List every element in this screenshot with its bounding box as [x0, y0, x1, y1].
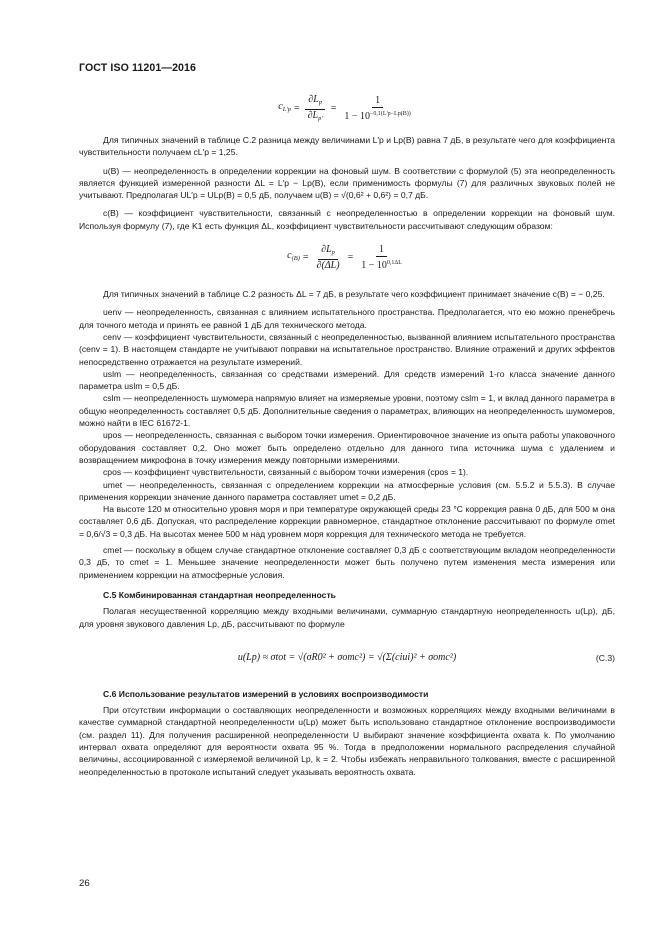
formula-c-b: $c_{(B)}$ = $\frac{\partial L_p}{\partial(\Delta L)}$ = $\frac{1}{1 - 10^{0,1\Delta L}}$: [79, 240, 615, 276]
paragraph-u-met: umet — неопределенность, связанная с определением коррекции на атмосферные условия (см. 5.5.2 и 5.5.3). В случае применения коррекции значение данного параметра составляет umet = 0,2 дБ.: [79, 479, 615, 502]
paragraph-c-pos: cpos — коэффициент чувствительности, связанный с выбором точки измерения (cpos = 1).: [103, 467, 469, 478]
formula-c3: [79, 638, 615, 678]
section-c6-text: При отсутствии информации о составляющих неопределенности и возможных корреляциях между входными величинами в качестве суммарной стандартной неопределенности u(Lp) может быть использовано стандартное отклонение воспроизводимости (см. раздел 11). Для получения расширенной неопределенности U выбирают значение коэффициента охвата k. По умолчанию интервал охвата определяют для вероятности охвата 95 %. Тогда в предположении нормального распределения случайной величины, ассоциированной с измеряемой величиной Lp, k = 2. Чтобы избежать неправильного толкования, вместе с расширенной неопределенностью в протоколе испытаний следует указывать вероятность охвата.: [79, 705, 615, 777]
formula3-expression: u(Lp) ≈ σtot = √(σR0² + σomc²) = √(Σ(ciui)² + σomc²): [237, 651, 457, 663]
formula2-partial-fraction: $\frac{\partial L_p}{\partial(\Delta L)}$: [316, 244, 340, 272]
paragraph-u-slm: uslm — неопределенность, связанная со средствами измерений. Для средств измерений 1-го класса значение данного параметра uslm = 0,5 дБ.: [79, 368, 615, 392]
page-content: [79, 84, 615, 778]
formula2-rhs-fraction: $\frac{1}{1 - 10^{0,1\Delta L}}$: [361, 244, 402, 272]
paragraph-c-b: c(B) — коэффициент чувствительности, связанный с неопределенностью в определении коррекции на фоновый шум. Используя формулу (7), где K1 есть функция ΔL, коэффициент чувствительности рассчитывают следующим образом:: [79, 208, 615, 231]
formula1-lhs: $c_{L'p}$: [278, 101, 291, 114]
paragraph-c-env: cenv — коэффициент чувствительности, связанный с неопределенностью, вызванной влиянием испытательного пространства (cenv = 1). В настоящем стандарте не учитывают поправки на испытательное пространство. Влияние отражений и других эффектов непосредственно отражается на результате измерений.: [79, 331, 615, 367]
document-header: ГОСТ ISO 11201—2016: [79, 62, 197, 74]
formula3-number: (С.3): [595, 652, 615, 663]
paragraph-u-b: u(B) — неопределенность в определении коррекции на фоновый шум. В соответствии с формулой (5) эта неопределенность является функцией измеренной разности ΔL = L′p − Lp(B), если применимость формулы (7) для различных звуковых полей не учитывают. Предполагая UL′p = ULp(B) = 0,5 дБ, получаем u(B) = √(0,6² + 0,6²) = 0,7 дБ.: [79, 165, 615, 201]
paragraph-c-slm: cslm — неопределенность шумомера напрямую влияет на измеряемые уровни, поэтому cslm = 1, и вклад данного параметра в общую неопределенность составляет 0,5 дБ. Дополнительные сведения о параметрах, влияющих на неопределенность шумомеров, можно найти в IEC 61672-1.: [79, 393, 615, 429]
formula-c-lp: $c_{L'p}$ = $\frac{\partial L_p}{\partial L_{p'}}$ = $\frac{1}{1 - 10^{-0,1(L'p-Lp(B))}}$: [79, 92, 615, 126]
paragraph-altitude: На высоте 120 м относительно уровня моря и при температуре окружающей среды 23 °С коррекция равна 0 дБ, для 500 м она составляет 0,6 дБ. Допуская, что распределение коррекции равномерное, стандартное отклонение рассчитывают по формуле σmet = 0,6/√3 = 0,3 дБ. На высотах менее 500 м над уровнем моря коррекция для технического метода не требуется.: [79, 504, 615, 539]
paragraph-1: Для типичных значений в таблице С.2 разница между величинами L′p и Lp(B) равна 7 дБ, в результате чего для коэффициента чувствительности получаем cL′p = 1,25.: [79, 135, 615, 158]
section-c5-text: Полагая несущественной корреляцию между входными величинами, суммарную стандартную неопределенность u(Lp), дБ, для уровня звукового давления Lp, дБ, рассчитывают по формуле: [79, 606, 615, 629]
paragraph-u-pos: upos — неопределенность, связанная с выбором точки измерения. Ориентировочное значение из опыта работы упаковочного оборудования составляет 0,2. Оно может быть определено отдельно для данного типа источника шума с удалением и возвращением микрофона в точку измерения между повторными измерениями.: [79, 430, 615, 465]
page-number: 26: [79, 878, 90, 889]
paragraph-typical-delta: Для типичных значений в таблице С.2 разность ΔL = 7 дБ, в результате чего коэффициент принимает значение c(B) = − 0,25.: [103, 289, 605, 300]
paragraph-c-met: cmet — поскольку в общем случае стандартное отклонение составляет 0,3 дБ с соответствующим вкладом неопределенности 0,3 дБ, то cmet = 1. Меньшее значение неопределенности может быть получено путем изменения места измерения или применением коррекции на атмосферные условия.: [79, 545, 615, 580]
formula2-lhs: $c_{(B)}$: [287, 250, 300, 263]
formula1-rhs-fraction: $\frac{1}{1 - 10^{-0,1(L'p-Lp(B))}}$: [344, 95, 411, 122]
section-c5-title: С.5 Комбинированная стандартная неопределенность: [103, 589, 336, 600]
formula1-partial-fraction: $\frac{\partial L_p}{\partial L_{p'}}$: [305, 94, 326, 125]
paragraph-u-env: uenv — неопределенность, связанная с влиянием испытательного пространства. Предполагается, что ею можно пренебречь для точного метода и принять ее равной 1 дБ для технического метода.: [79, 307, 615, 330]
section-c6-title: С.6 Использование результатов измерений в условиях воспроизводимости: [103, 688, 429, 699]
